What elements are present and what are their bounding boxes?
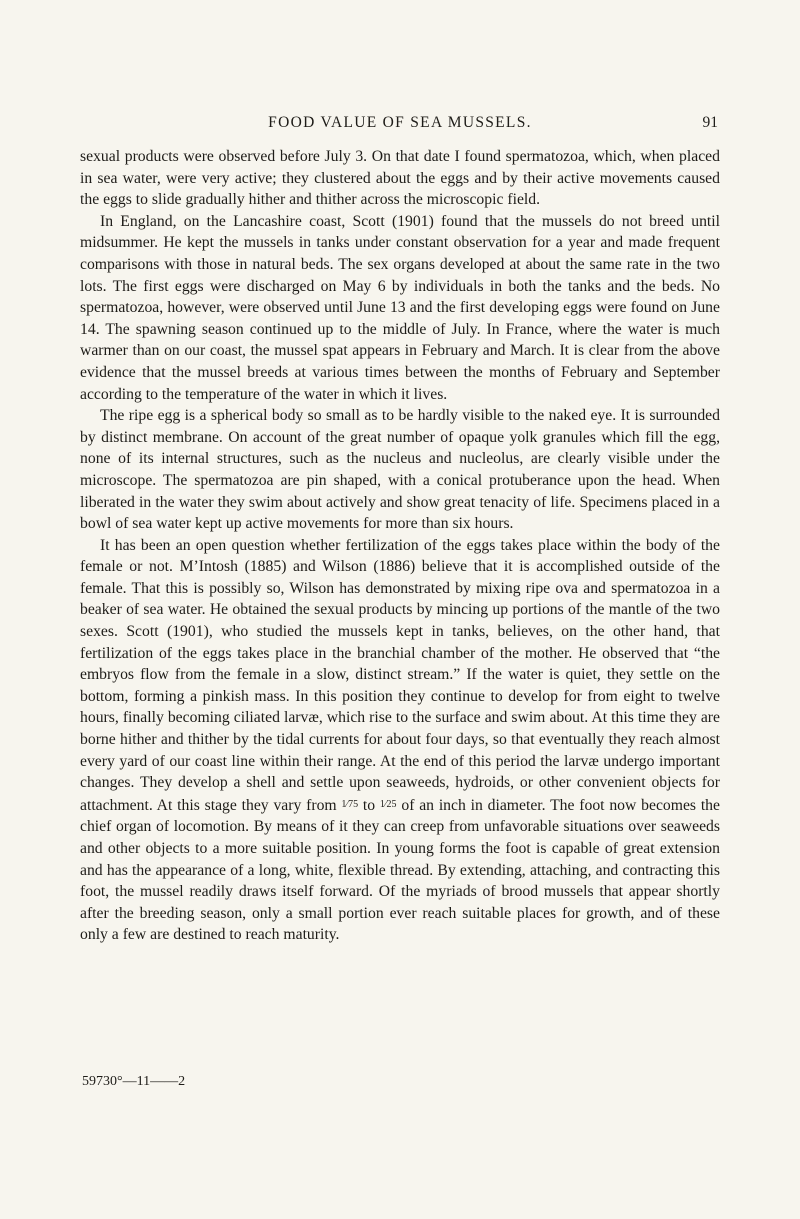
paragraph-text: of an inch in diameter. The foot now becomes the chief organ of locomotion. By means of it they can creep from unfavorable situations over seaweeds and other objects to a more suitable position. In young forms the foot is capable of great extension and has the appearance of a long, white, flexible thread. By extending, attaching, and contracting this foot, the mussel readily draws itself forward. Of the myriads of brood mussels that appear shortly after the breeding season, only a small portion ever reach suitable places for growth, and of these only a few are destined to reach maturity. xyxy=(80,796,720,944)
paragraph-text: to xyxy=(358,796,380,814)
paragraph-text: It has been an open question whether fertilization of the eggs takes place within the body of the female or not. M’Intosh (1885) and Wilson (1886) believe that it is accomplished outside of the female. That this is possibly so, Wilson has demonstrated by mixing ripe ova and spermatozoa in a beaker of sea water. He obtained the sexual products by mincing up portions of the mantle of the two sexes. Scott (1901), who studied the mussels kept in tanks, believes, on the other hand, that fertilization of the eggs takes place in the branchial chamber of the mother. He observed that “the embryos flow from the female in a slow, distinct stream.” If the water is quiet, they settle on the bottom, forming a pinkish mass. In this position they continue to develop for from eight to twelve hours, finally becoming ciliated larvæ, which rise to the surface and swim about. At this time they are borne hither and thither by the tidal currents for about four days, so that eventually they reach almost every yard of our coast line within their range. At the end of this period the larvæ undergo important changes. They develop a shell and settle upon seaweeds, hydroids, or other convenient objects for attachment. At this stage they vary from xyxy=(80,536,720,814)
paragraph: The ripe egg is a spherical body so small as to be hardly visible to the naked eye. It is surrounded by distinct membrane. On account of the great number of opaque yolk granules which fill the egg, none of its internal structures, such as the nucleus and nucleolus, are clearly visible under the microscope. The spermatozoa are pin shaped, with a conical protuberance upon the head. When liberated in the water they swim about actively and show great tenacity of life. Specimens placed in a bowl of sea water kept up active movements for more than six hours. xyxy=(80,407,720,533)
running-head: FOOD VALUE OF SEA MUSSELS. xyxy=(268,114,532,131)
fraction: 1⁄75 xyxy=(341,798,359,810)
body-text xyxy=(80,146,720,946)
page-number: 91 xyxy=(702,114,718,131)
paragraph xyxy=(80,535,720,946)
signature-mark: 59730°—11——2 xyxy=(82,1074,186,1089)
paragraph-continued: sexual products were observed before July 3. On that date I found spermatozoa, which, when placed in sea water, were very active; they clustered about the eggs and by their active movements caused the eggs to slide gradually hither and thither across the microscopic field. xyxy=(80,148,720,209)
fraction: 1⁄25 xyxy=(379,798,397,810)
paragraph: In England, on the Lancashire coast, Scott (1901) found that the mussels do not breed until midsummer. He kept the mussels in tanks under constant observation for a year and made frequent comparisons with those in natural beds. The sex organs developed at about the same rate in the two lots. The first eggs were discharged on May 6 by individuals in both the tanks and the beds. No spermatozoa, however, were observed until June 13 and the first developing eggs were found on June 14. The spawning season continued up to the middle of July. In France, where the water is much warmer than on our coast, the mussel spat appears in February and March. It is clear from the above evidence that the mussel breeds at various times between the months of February and September according to the temperature of the water in which it lives. xyxy=(80,212,720,403)
page-header xyxy=(0,114,800,136)
